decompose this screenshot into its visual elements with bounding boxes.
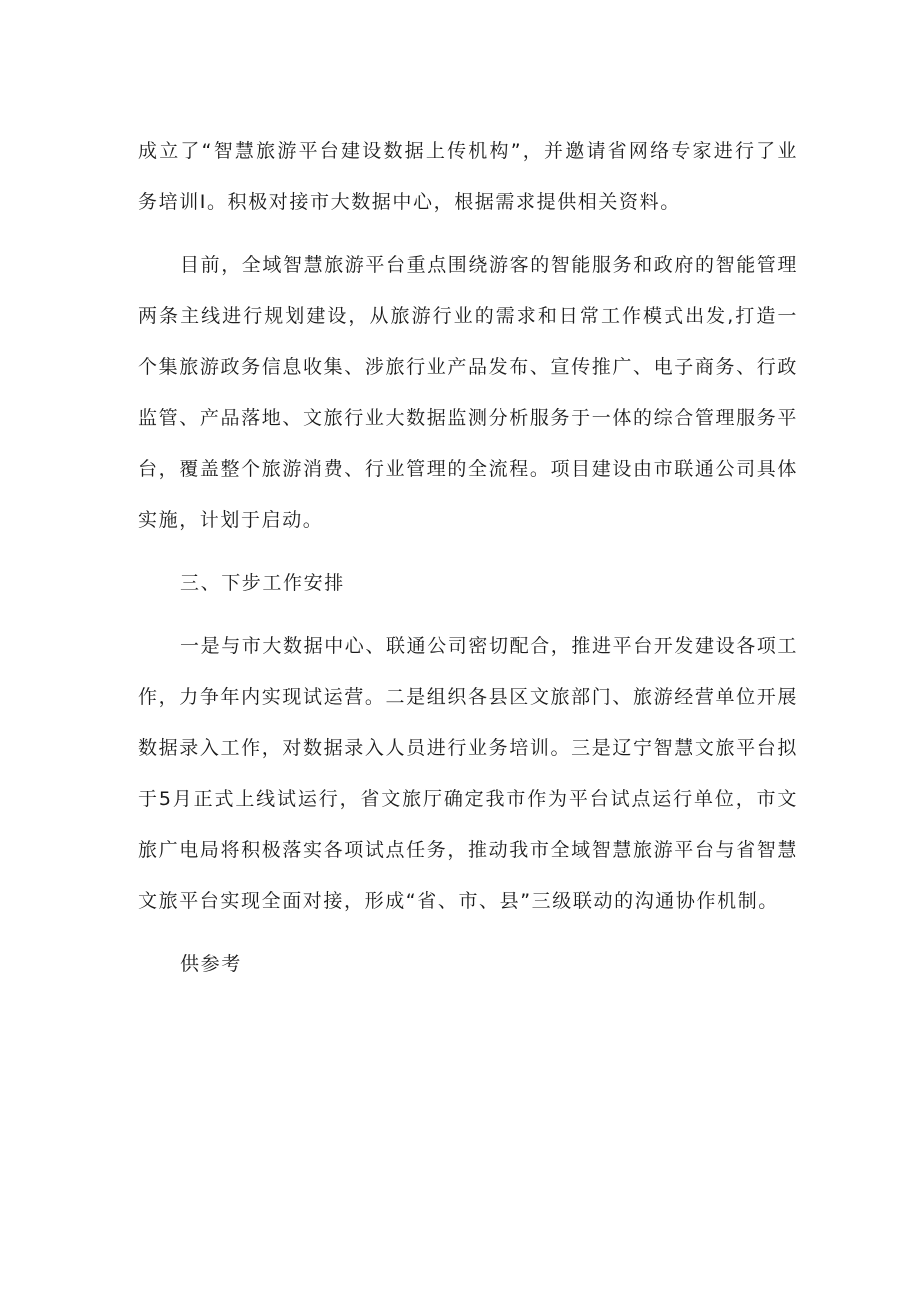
section-heading-next-steps: 三、下步工作安排 [180,572,345,594]
document-body [138,126,798,990]
paragraph-platform-status: 目前，全域智慧旅游平台重点围绕游客的智能服务和政府的智能管理两条主线进行规划建设，从旅游行业的需求和日常工作模式出发,打造一个集旅游政务信息收集、涉旅行业产品发布、宣传推广、电子商务、行政监管、产品落地、文旅行业大数据监测分析服务于一体的综合管理服务平台，覆盖整个旅游消费、行业管理的全流程。项目建设由市联通公司具体实施，计划于启动。 [138,254,799,531]
paragraph-training: 成立了“智慧旅游平台建设数据上传机构”，并邀请省网络专家进行了业务培训I。积极对接市大数据中心，根据需求提供相关资料。 [138,140,798,213]
paragraph-work-plan: 一是与市大数据中心、联通公司密切配合，推进平台开发建设各项工作，力争年内实现试运营。二是组织各县区文旅部门、旅游经营单位开展数据录入工作，对数据录入人员进行业务培训。三是辽宁智慧文旅平台拟于5月正式上线试运行，省文旅厅确定我市作为平台试点运行单位，市文旅广电局将积极落实各项试点任务，推动我市全域智慧旅游平台与省智慧文旅平台实现全面对接，形成“省、市、县”三级联动的沟通协作机制。 [138,635,799,912]
closing-remark: 供参考 [180,953,242,975]
paragraph-gap [138,609,798,621]
paragraph-gap [138,228,798,240]
paragraph-gap [138,927,798,939]
paragraph-gap [138,546,798,558]
